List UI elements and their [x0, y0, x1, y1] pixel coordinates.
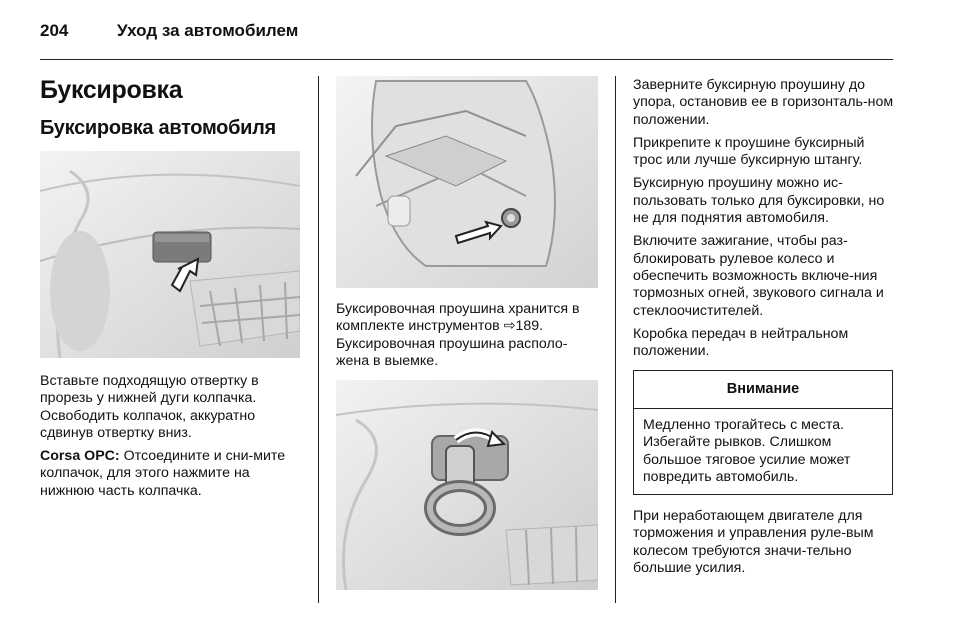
column-divider-2 [615, 76, 616, 603]
paragraph-text: Буксировочная проушина хранится в комплекте инструментов [336, 301, 580, 335]
tow-eye-installed-illustration [336, 380, 598, 590]
paragraph: При неработающем двигателе для торможения и управления руле-вым колесом требуются значи-тельно большие усилия. [633, 508, 874, 576]
paragraph: Включите зажигание, чтобы раз-блокировать рулевое колесо и обеспечить возможность включе-ния тормозных огней, звукового сигнала и стеклоочистителей. [633, 233, 884, 319]
paragraph: Буксирную проушину можно ис-пользовать только для буксировки, но не для поднятия автомобиля. [633, 175, 885, 227]
paragraph: Прикрепите к проушине буксирный трос или лучше буксирную штангу. [633, 134, 865, 169]
warning-title: Внимание [634, 371, 892, 409]
column-3-text [633, 77, 897, 366]
warning-box [633, 370, 893, 495]
paragraph-text: Буксировочная проушина располо-жена в выемке. [336, 335, 568, 369]
column-2-text [336, 301, 600, 376]
reference-arrow-icon: ⇨ [503, 318, 516, 335]
column-divider-1 [318, 76, 319, 603]
paragraph-text: Отсоедините и сни-мите колпачок, для этого нажмите на нижнюю часть колпачка. [40, 448, 286, 499]
page-number: 204 [40, 21, 69, 40]
column-3-footer-text [633, 508, 897, 583]
paragraph [40, 448, 302, 500]
page-reference[interactable]: 189. [515, 318, 544, 335]
section-title: Буксировка [40, 76, 183, 104]
header-divider [40, 59, 893, 60]
column-1-text [40, 373, 302, 506]
section-subtitle: Буксировка автомобиля [40, 117, 276, 139]
bumper-cover-removal-illustration [40, 151, 300, 358]
paragraph: Заверните буксирную проушину до упора, остановив ее в горизонталь-ном положении. [633, 77, 894, 128]
paragraph [336, 301, 600, 370]
chapter-title: Уход за автомобилем [117, 21, 299, 40]
paragraph: Коробка передач в нейтральном положении. [633, 325, 849, 360]
model-name: Corsa OPC: [40, 448, 120, 465]
paragraph: Вставьте подходящую отвертку в прорезь у нижней дуги колпачка. Освободить колпачок, аккуратно сдвинув отвертку вниз. [40, 373, 259, 441]
tool-kit-tow-eye-illustration [336, 76, 598, 288]
warning-text: Медленно трогайтесь с места. Избегайте рывков. Слишком большое тяговое усилие может повредить автомобиль. [643, 417, 851, 485]
